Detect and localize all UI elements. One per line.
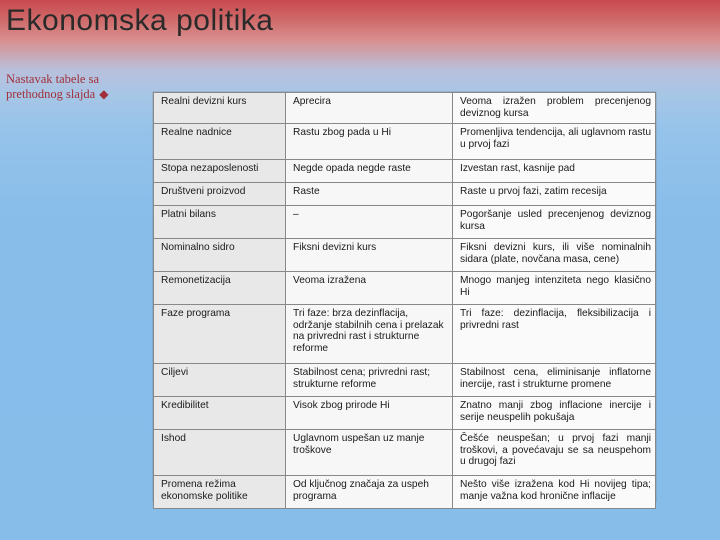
column-a-cell: Stabilnost cena; privredni rast; strukturne reforme — [286, 364, 453, 397]
column-a-cell: Uglavnom uspešan uz manje troškove — [286, 430, 453, 476]
table-row — [154, 239, 656, 272]
row-label-cell: Faze programa — [154, 305, 286, 364]
row-label-cell: Remonetizacija — [154, 272, 286, 305]
column-b-cell: Stabilnost cena, eliminisanje inflatorne inercije, rast i strukturne promene — [453, 364, 656, 397]
column-b-cell: Pogoršanje usled precenjenog deviznog kursa — [453, 206, 656, 239]
column-a-cell: Veoma izražena — [286, 272, 453, 305]
table-row — [154, 476, 656, 509]
column-a-cell: Aprecira — [286, 93, 453, 124]
table-row — [154, 93, 656, 124]
table-row — [154, 124, 656, 160]
table-row — [154, 206, 656, 239]
comparison-table-container — [153, 92, 656, 502]
row-label-cell: Ciljevi — [154, 364, 286, 397]
column-b-cell: Češće neuspešan; u prvoj fazi manji troškovi, a povećavaju se sa neuspehom u drugoj fazi — [453, 430, 656, 476]
continuation-note — [6, 72, 146, 102]
row-label-cell: Realni devizni kurs — [154, 93, 286, 124]
column-a-cell: Visok zbog prirode Hi — [286, 397, 453, 430]
row-label-cell: Društveni proizvod — [154, 183, 286, 206]
row-label-cell: Ishod — [154, 430, 286, 476]
column-a-cell: – — [286, 206, 453, 239]
table-row — [154, 364, 656, 397]
column-b-cell: Fiksni devizni kurs, ili više nominalnih sidara (plate, novčana masa, cene) — [453, 239, 656, 272]
column-a-cell: Rastu zbog pada u Hi — [286, 124, 453, 160]
column-b-cell: Tri faze: dezinflacija, fleksibilizacija i privredni rast — [453, 305, 656, 364]
row-label-cell: Stopa nezaposlenosti — [154, 160, 286, 183]
table-row — [154, 430, 656, 476]
column-b-cell: Izvestan rast, kasnije pad — [453, 160, 656, 183]
row-label-cell: Platni bilans — [154, 206, 286, 239]
table-row — [154, 183, 656, 206]
column-b-cell: Nešto više izražena kod Hi novijeg tipa; manje važna kod hronične inflacije — [453, 476, 656, 509]
column-b-cell: Veoma izražen problem precenjenog deviznog kursa — [453, 93, 656, 124]
slide-title: Ekonomska politika — [6, 4, 274, 37]
table-row — [154, 305, 656, 364]
row-label-cell: Kredibilitet — [154, 397, 286, 430]
column-a-cell: Od ključnog značaja za uspeh programa — [286, 476, 453, 509]
column-a-cell: Tri faze: brza dezinflacija, održanje stabilnih cena i prelazak na privredni rast i strukturne reforme — [286, 305, 453, 364]
row-label-cell: Nominalno sidro — [154, 239, 286, 272]
row-label-cell: Realne nadnice — [154, 124, 286, 160]
column-b-cell: Mnogo manjeg intenziteta nego klasično Hi — [453, 272, 656, 305]
column-b-cell: Raste u prvoj fazi, zatim recesija — [453, 183, 656, 206]
comparison-table — [153, 92, 656, 509]
table-row — [154, 160, 656, 183]
table-row — [154, 397, 656, 430]
column-b-cell: Promenljiva tendencija, ali uglavnom rastu u prvoj fazi — [453, 124, 656, 160]
diamond-bullet-icon: ◆ — [99, 87, 109, 101]
row-label-cell: Promena režima ekonomske politike — [154, 476, 286, 509]
column-a-cell: Negde opada negde raste — [286, 160, 453, 183]
column-a-cell: Fiksni devizni kurs — [286, 239, 453, 272]
column-b-cell: Znatno manji zbog inflacione inercije i serije neuspelih pokušaja — [453, 397, 656, 430]
column-a-cell: Raste — [286, 183, 453, 206]
table-row — [154, 272, 656, 305]
continuation-note-text: Nastavak tabele sa prethodnog slajda — [6, 72, 100, 101]
